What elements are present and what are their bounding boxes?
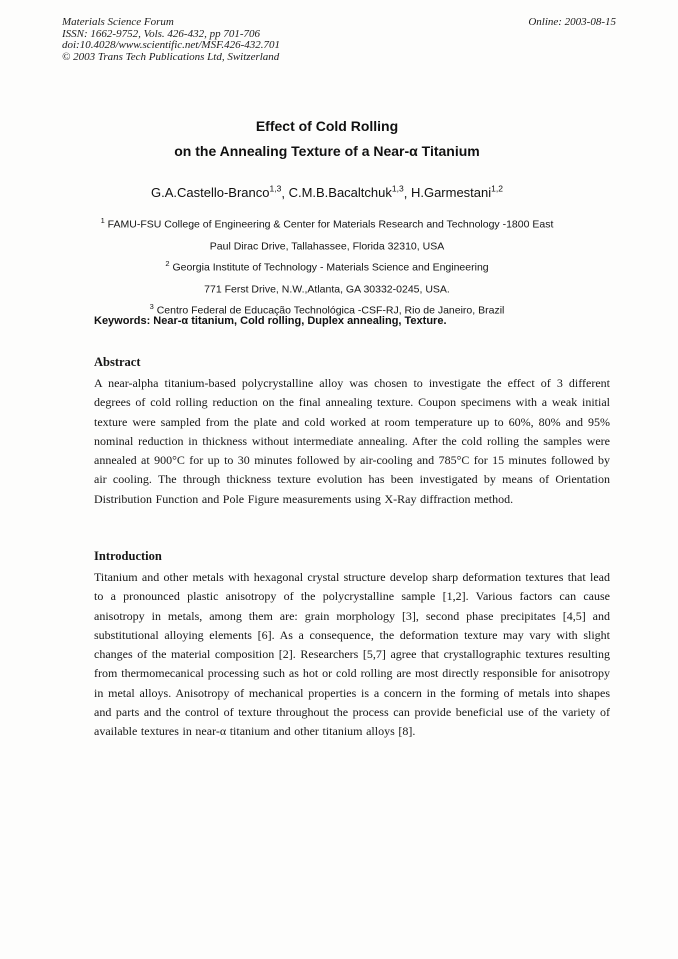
- affiliation-line-1: [39, 212, 615, 234]
- section-abstract: [94, 355, 610, 509]
- abstract-body: A near-alpha titanium-based polycrystalline alloy was chosen to investigate the effect of 3 different degrees of cold rolling reduction on the final annealing texture. Coupon specimens with a weak initial texture were sampled from the plate and cold worked at room temperature up to 60%, 80% and 95% nominal reduction in thickness without intermediate annealing. After the cold rolling the samples were annealed at 900°C for up to 30 minutes followed by air-cooling and 785°C for 15 minutes followed by air cooling. The through thickness texture evolution has been investigated by means of Orientation Distribution Function and Pole Figure measurements using X-Ray diffraction method.: [94, 376, 610, 506]
- online-date: Online: 2003-08-15: [528, 16, 616, 28]
- journal-copyright-line: © 2003 Trans Tech Publications Ltd, Switzerland: [62, 51, 280, 64]
- author-1: [151, 185, 281, 200]
- introduction-heading: Introduction: [94, 549, 162, 563]
- author-1-superscript: 1,3: [269, 184, 282, 194]
- author-1-name: G.A.Castello-Branco: [151, 185, 270, 201]
- affiliation-1-text: FAMU-FSU College of Engineering & Center for Materials Research and Technology -1800 East: [104, 218, 554, 231]
- journal-header: [62, 17, 280, 64]
- affiliation-5-superscript: 3: [149, 302, 154, 311]
- author-3-name: H.Garmestani: [410, 185, 492, 201]
- affiliation-line-2: [39, 234, 615, 256]
- paper-title-line2: on the Annealing Texture of a Near-α Titanium: [174, 143, 480, 159]
- author-2-superscript: 1,3: [391, 184, 404, 194]
- affiliation-4-text: 771 Ferst Drive, N.W.,Atlanta, GA 30332-0245, USA.: [204, 283, 450, 295]
- author-3-superscript: 1,2: [491, 184, 503, 194]
- affiliation-1-superscript: 1: [100, 216, 105, 225]
- affiliation-5-text: Centro Federal de Educação Technológica -CSF-RJ, Rio de Janeiro, Brazil: [153, 304, 505, 317]
- author-separator-2: ,: [403, 185, 411, 201]
- author-3: [411, 185, 503, 200]
- introduction-body: Titanium and other metals with hexagonal crystal structure develop sharp deformation textures that lead to a pronounced plastic anisotropy of the polycrystalline sample [1,2]. Various factors can cause anisotropy in metals, among them are: grain morphology [3], second phase precipitates [4,5] and substitutional alloying elements [6]. As a consequence, the deformation texture may vary with slight changes of the material composition [2]. Researchers [5,7] agree that crystallographic textures resulting from thermomecanical processing such as hot or cold rolling are most directly responsible for anisotropy in metal alloys. Anisotropy of mechanical properties is a concern in the forming of metals into shapes and parts and the control of texture throughout the process can provide beneficial use of the variety of available textures in near-α titanium and other titanium alloys [8].: [94, 570, 610, 739]
- author-separator-1: ,: [281, 185, 289, 201]
- abstract-heading: Abstract: [94, 355, 141, 369]
- affiliation-line-3: [39, 255, 615, 277]
- author-2-name: C.M.B.Bacaltchuk: [288, 185, 392, 201]
- paper-title-line1: Effect of Cold Rolling: [255, 118, 399, 134]
- journal-doi-line: doi:10.4028/www.scientific.net/MSF.426-432.701: [62, 39, 281, 52]
- affiliation-3-superscript: 2: [165, 259, 170, 268]
- journal-issn-line: ISSN: 1662-9752, Vols. 426-432, pp 701-706: [62, 27, 260, 40]
- keywords-line: Keywords: Near-α titanium, Cold rolling, Duplex annealing, Texture.: [94, 315, 447, 327]
- affiliation-line-4: [39, 277, 615, 299]
- section-introduction: [94, 549, 610, 742]
- journal-name: Materials Science Forum: [62, 16, 174, 28]
- affiliation-2-text: Paul Dirac Drive, Tallahassee, Florida 32310, USA: [209, 240, 445, 252]
- affiliation-3-text: Georgia Institute of Technology - Materials Science and Engineering: [169, 261, 489, 274]
- affiliations-block: [39, 212, 615, 320]
- author-2: [289, 185, 404, 200]
- authors-line: [77, 184, 577, 200]
- paper-title: [77, 114, 577, 164]
